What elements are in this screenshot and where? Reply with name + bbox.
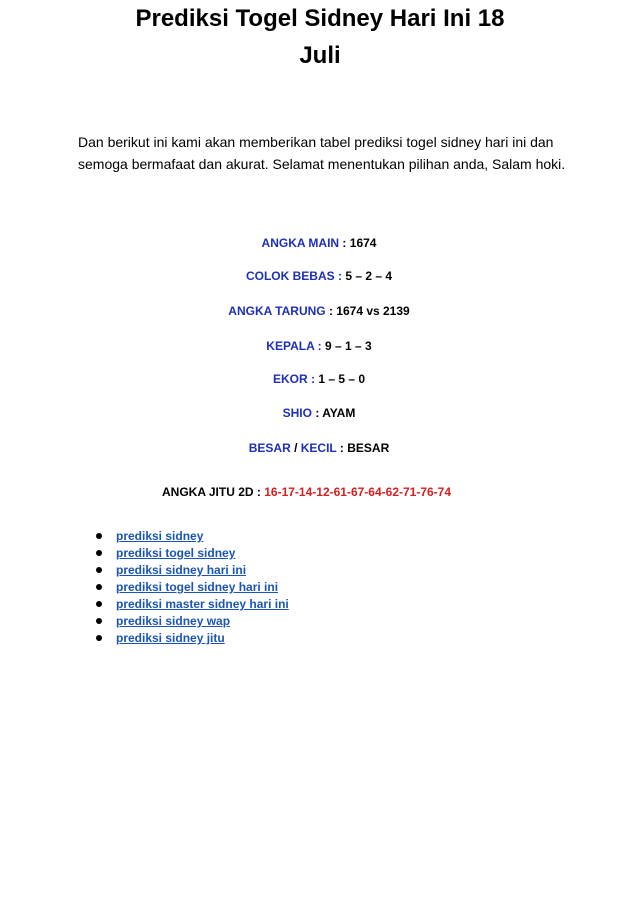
- angka-tarung-value: 1674 vs 2139: [336, 304, 410, 318]
- angka-main-label: ANGKA MAIN: [261, 236, 340, 250]
- ekor-value: 1 – 5 – 0: [318, 372, 366, 386]
- bullet-icon: [96, 567, 102, 573]
- shio-label: SHIO: [282, 406, 312, 420]
- intro-paragraph: Dan berikut ini kami akan memberikan tabel prediksi togel sidney hari ini dan semoga bermafaat dan akurat. Selamat menentukan pilihan anda, Salam hoki.: [78, 134, 566, 172]
- page-title-line1: Prediksi Togel Sidney Hari Ini 18: [135, 5, 505, 32]
- list-item: [92, 613, 289, 630]
- link-prediksi-master-sidney-hari-ini[interactable]: prediksi master sidney hari ini: [116, 597, 289, 611]
- colok-bebas-value: 5 – 2 – 4: [345, 269, 393, 283]
- link-prediksi-sidney-jitu[interactable]: prediksi sidney jitu: [116, 631, 225, 645]
- colok-bebas-label: COLOK BEBAS :: [245, 269, 342, 283]
- bullet-icon: [96, 533, 102, 539]
- angka-main-line: [0, 235, 638, 251]
- angka-main-sep: :: [339, 236, 350, 250]
- page-title-line2: Juli: [299, 42, 341, 69]
- besar-label: BESAR: [248, 441, 291, 455]
- shio-sep: :: [311, 406, 323, 420]
- besar-kecil-slash: /: [290, 441, 301, 455]
- bullet-icon: [96, 635, 102, 641]
- angka-tarung-line: [0, 303, 638, 319]
- list-item: [92, 528, 289, 545]
- besar-kecil-line: [0, 440, 638, 456]
- bullet-icon: [96, 601, 102, 607]
- shio-line: [0, 405, 638, 421]
- list-item: [92, 596, 289, 613]
- page-title: [80, 0, 560, 74]
- list-item: [92, 630, 289, 647]
- ekor-line: [0, 371, 638, 387]
- kecil-label: KECIL: [300, 441, 337, 455]
- link-prediksi-sidney-hari-ini[interactable]: prediksi sidney hari ini: [116, 563, 247, 577]
- list-item: [92, 579, 289, 596]
- besar-kecil-sep: :: [336, 441, 348, 455]
- bullet-icon: [96, 550, 102, 556]
- link-prediksi-sidney-wap[interactable]: prediksi sidney wap: [116, 614, 231, 628]
- angka-jitu-value: 16-17-14-12-61-67-64-62-71-76-74: [264, 485, 452, 499]
- list-item: [92, 562, 289, 579]
- angka-main-value: 1674: [349, 236, 377, 250]
- link-prediksi-togel-sidney[interactable]: prediksi togel sidney: [116, 546, 236, 560]
- link-prediksi-togel-sidney-hari-ini[interactable]: prediksi togel sidney hari ini: [116, 580, 279, 594]
- list-item: [92, 545, 289, 562]
- angka-tarung-label: ANGKA TARUNG: [228, 304, 326, 318]
- bullet-icon: [96, 618, 102, 624]
- besar-kecil-value: BESAR: [347, 441, 390, 455]
- colok-bebas-line: [0, 268, 638, 284]
- related-links-list: [92, 528, 289, 647]
- angka-jitu-label: ANGKA JITU 2D :: [162, 485, 265, 499]
- bullet-icon: [96, 584, 102, 590]
- ekor-label: EKOR :: [272, 372, 315, 386]
- shio-value: AYAM: [322, 406, 356, 420]
- link-prediksi-sidney[interactable]: prediksi sidney: [116, 529, 204, 543]
- angka-tarung-sep: :: [325, 304, 337, 318]
- kepala-label: KEPALA :: [266, 339, 322, 353]
- angka-jitu-line: [162, 484, 451, 500]
- kepala-value: 9 – 1 – 3: [324, 339, 372, 353]
- kepala-line: [0, 338, 638, 354]
